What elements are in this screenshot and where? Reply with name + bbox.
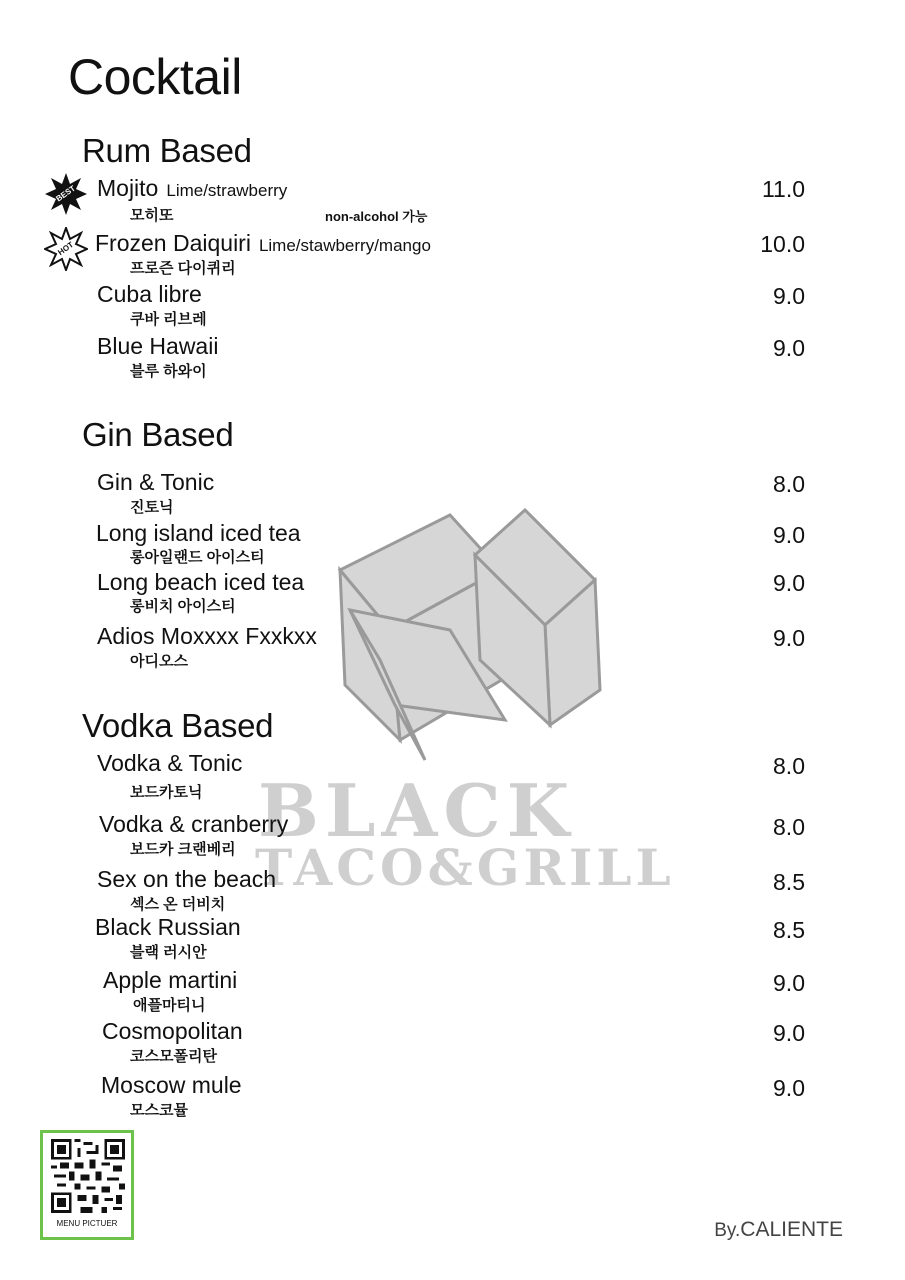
item-korean-name: 애플마티니	[133, 997, 206, 1014]
menu-item-name	[97, 175, 287, 202]
item-price: 8.5	[773, 869, 805, 895]
item-korean-name: 모스코뮬	[130, 1102, 188, 1119]
hot-badge-label: HOT	[56, 240, 76, 258]
menu-item-name: Cuba libre	[97, 281, 202, 307]
signature	[714, 1218, 843, 1242]
menu-item-name	[95, 230, 431, 257]
item-price: 9.0	[773, 335, 805, 361]
item-korean-name: 모히또	[130, 207, 174, 224]
menu-item-name: Long beach iced tea	[97, 569, 305, 595]
hot-badge-icon	[44, 227, 88, 271]
item-korean-name: 블루 하와이	[130, 363, 207, 380]
item-price: 9.0	[773, 970, 805, 996]
watermark-text-black: BLACK	[258, 768, 576, 853]
menu-item-name: Black Russian	[95, 914, 241, 940]
menu-item-name: Cosmopolitan	[102, 1018, 243, 1044]
item-korean-name: 롱비치 아이스티	[130, 598, 236, 615]
best-badge-icon	[44, 172, 88, 216]
item-price: 8.0	[773, 471, 805, 497]
item-price: 9.0	[773, 1075, 805, 1101]
item-korean-name: 보드카토닉	[130, 784, 203, 801]
item-price: 8.0	[773, 753, 805, 779]
menu-item-name: Moscow mule	[101, 1072, 242, 1098]
signature-name: CALIENTE	[740, 1218, 843, 1241]
item-korean-name: 블랙 러시안	[130, 944, 207, 961]
page-title: Cocktail	[68, 49, 242, 105]
watermark-text-taco-grill: TACO&GRILL	[255, 838, 675, 897]
item-title: Mojito	[97, 175, 159, 201]
item-price: 8.0	[773, 814, 805, 840]
item-note: Lime/strawberry	[166, 181, 288, 200]
item-extra-note: non-alcohol 가능	[325, 209, 428, 224]
item-korean-name: 코스모폴리탄	[130, 1048, 217, 1065]
menu-item-name: Gin & Tonic	[97, 469, 215, 495]
item-price: 9.0	[773, 1020, 805, 1046]
qr-label: MENU PICTUER	[56, 1219, 118, 1228]
item-korean-name: 섹스 온 더비치	[130, 896, 226, 913]
item-price: 9.0	[773, 522, 805, 548]
section-title-gin: Gin Based	[82, 416, 234, 453]
menu-item-name: Vodka & cranberry	[99, 811, 289, 837]
qr-code-icon	[51, 1139, 125, 1213]
item-price: 9.0	[773, 570, 805, 596]
item-note: Lime/stawberry/mango	[258, 236, 431, 255]
menu-item-name: Sex on the beach	[97, 866, 277, 892]
menu-item-name: Adios Moxxxx Fxxkxx	[97, 623, 317, 649]
menu-item-name: Blue Hawaii	[97, 333, 219, 359]
item-korean-name: 롱아일랜드 아이스티	[130, 549, 265, 566]
menu-item-name: Apple martini	[103, 967, 238, 993]
signature-by: By.	[714, 1220, 741, 1241]
item-price: 11.0	[761, 176, 805, 202]
item-price: 9.0	[773, 625, 805, 651]
item-korean-name: 쿠바 리브레	[130, 311, 207, 328]
item-price: 10.0	[760, 231, 805, 257]
section-title-vodka: Vodka Based	[82, 707, 274, 744]
menu-item-name: Vodka & Tonic	[97, 750, 243, 776]
menu-item-name: Long island iced tea	[96, 520, 301, 546]
item-price: 8.5	[773, 917, 805, 943]
item-title: Frozen Daiquiri	[95, 230, 251, 256]
item-korean-name: 아디오스	[130, 653, 188, 670]
menu-qr-code[interactable]	[40, 1130, 134, 1240]
best-badge-label: BEST	[54, 183, 78, 204]
section-title-rum: Rum Based	[82, 132, 252, 169]
item-korean-name: 보드카 크랜베리	[130, 841, 236, 858]
item-price: 9.0	[773, 283, 805, 309]
item-korean-name: 진토닉	[130, 499, 174, 516]
item-korean-name: 프로즌 다이퀴리	[130, 260, 236, 277]
